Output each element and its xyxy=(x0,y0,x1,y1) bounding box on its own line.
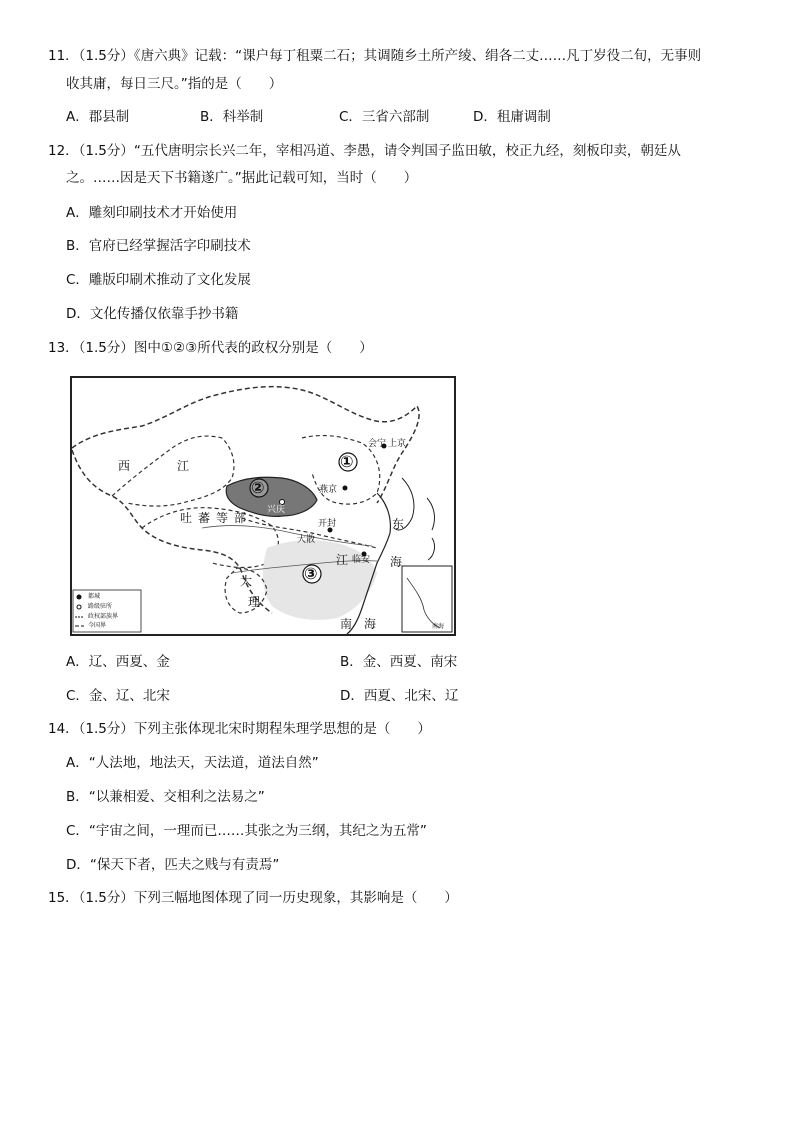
legend-seat: 路级驻所 xyxy=(88,603,113,610)
q11-stem-line2: 收其庸，每日三尺。”指的是（ ） xyxy=(66,76,283,92)
q13-option-b[interactable]: B．金、西夏、南宋 xyxy=(340,654,458,670)
q13-stem: 13．（1.5分）图中①②③所代表的政权分别是（ ） xyxy=(48,340,373,356)
q14-stem: 14．（1.5分）下列主张体现北宋时期程朱理学思想的是（ ） xyxy=(48,721,431,737)
western-boundary xyxy=(72,450,272,613)
q11-option-c[interactable]: C．三省六部制 xyxy=(339,109,430,125)
legend-national-border: 今国界 xyxy=(88,622,107,629)
legend-regime-border: 政权部族界 xyxy=(88,613,119,620)
q11-option-a[interactable]: A．郡县制 xyxy=(66,109,130,125)
q13-option-c[interactable]: C．金、辽、北宋 xyxy=(66,688,170,704)
map-svg xyxy=(72,378,454,634)
q12-option-a[interactable]: A．雕刻印刷技术才开始使用 xyxy=(66,205,238,221)
map-label-nan: 南 xyxy=(340,617,353,631)
map-label-xi: 西 xyxy=(118,459,131,473)
map-label-circle2: ② xyxy=(251,478,265,497)
map-label-linan: 临安 xyxy=(352,555,371,565)
q13-option-a[interactable]: A．辽、西夏、金 xyxy=(66,654,170,670)
map-label-xingqing: 兴庆 xyxy=(267,505,286,515)
map-label-shangjing: 上京 xyxy=(388,439,407,449)
q15-stem: 15．（1.5分）下列三幅地图体现了同一历史现象，其影响是（ ） xyxy=(48,890,458,906)
map-label-circle3: ③ xyxy=(304,564,318,583)
map-label-dong: 东 xyxy=(392,517,405,531)
map-label-yanjing: 燕京 xyxy=(319,485,338,495)
xijiang-boundary xyxy=(112,436,234,506)
q14-option-a[interactable]: A．“人法地，地法天，天法道，道法自然” xyxy=(66,755,319,771)
q14-option-d[interactable]: D．“保天下者，匹夫之贱与有责焉” xyxy=(66,857,280,873)
legend-capital-icon xyxy=(77,595,82,600)
q12-stem-line2: 之。……因是天下书籍遂广。”据此记载可知，当时（ ） xyxy=(66,170,418,186)
map-label-inset: 南海 xyxy=(432,623,445,630)
region-3-shaded xyxy=(263,540,377,620)
q12-option-b[interactable]: B．官府已经掌握活字印刷技术 xyxy=(66,238,251,254)
map-label-li: 理 xyxy=(248,595,261,609)
q11-option-d[interactable]: D．租庸调制 xyxy=(473,109,551,125)
song-era-map xyxy=(70,376,456,636)
q12-option-d[interactable]: D．文化传播仅依靠手抄书籍 xyxy=(66,306,239,322)
map-label-tubo: 吐蕃等部 xyxy=(180,511,253,525)
legend-capital: 都城 xyxy=(88,593,101,600)
q12-stem-line1: 12．（1.5分）“五代唐明宗长兴二年，宰相冯道、李愚，请令判国子监田敏，校正九经，刻板印卖，朝廷从 xyxy=(48,143,681,159)
map-label-dasan: 大散 xyxy=(297,535,316,545)
q13-option-d[interactable]: D．西夏、北宋、辽 xyxy=(340,688,459,704)
q11-stem-line1: 11．（1.5分）《唐六典》记载：“课户每丁租粟二石；其调随乡土所产绫、绢各二丈……凡丁岁役二旬，无事则 xyxy=(48,48,702,64)
yanjing-dot xyxy=(343,486,348,491)
map-label-jiang2: 江 xyxy=(336,553,349,567)
map-label-jiang: 江 xyxy=(177,459,190,473)
q12-option-c[interactable]: C．雕版印刷术推动了文化发展 xyxy=(66,272,251,288)
q14-option-c[interactable]: C．“宇宙之间，一理而已……其张之为三纲，其纪之为五常” xyxy=(66,823,427,839)
map-label-da: 大 xyxy=(240,574,253,588)
map-label-kaifeng: 开封 xyxy=(318,519,337,529)
map-label-huining: 会宁 xyxy=(368,439,387,449)
legend-seat-icon xyxy=(77,605,81,609)
q11-option-b[interactable]: B．科举制 xyxy=(200,109,264,125)
map-label-hai2: 海 xyxy=(364,617,377,631)
map-label-hai: 海 xyxy=(390,555,403,569)
islands xyxy=(427,498,435,560)
q14-option-b[interactable]: B．“以兼相爱、交相利之法易之” xyxy=(66,789,265,805)
xingqing-dot xyxy=(280,500,285,505)
inset-box xyxy=(402,566,452,632)
map-label-circle1: ① xyxy=(340,452,354,471)
